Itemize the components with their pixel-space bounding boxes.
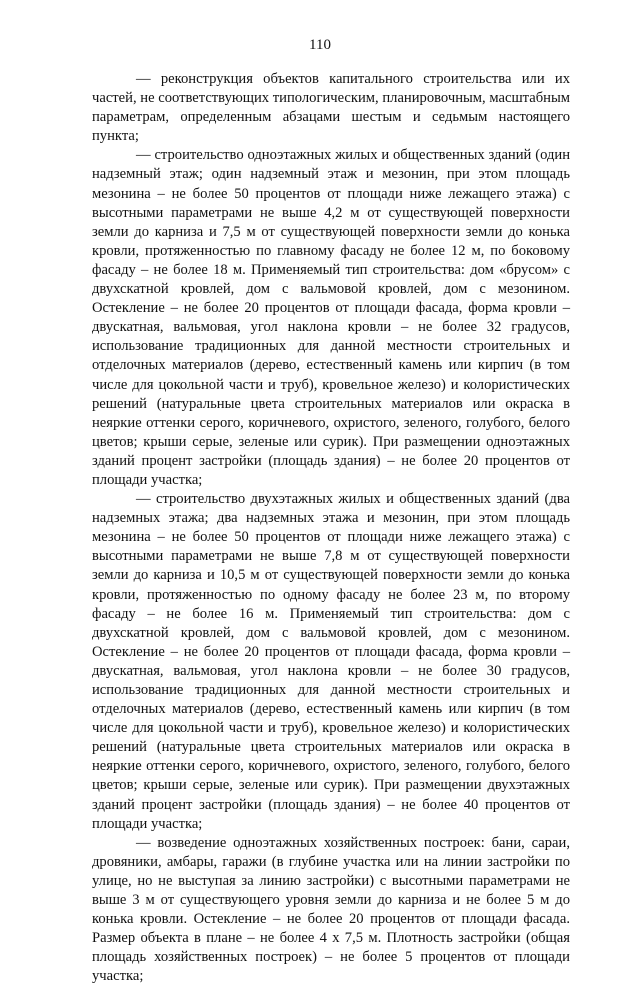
document-body bbox=[92, 70, 570, 987]
paragraph-one-storey-buildings: — строительство одноэтажных жилых и общественных зданий (один надземный этаж; один надземный этаж и мезонин, при этом площадь мезонина – не более 50 процентов от площади ниже лежащего этажа) с высотными параметрами не выше 4,2 м от существующей поверхности земли до карниза и 7,5 м от существующей поверхности земли до конька кровли, протяженностью по главному фасаду не более 12 м, по боковому фасаду – не более 18 м. Применяемый тип строительства: дом «брусом» с двухскатной кровлей, дом с вальмовой кровлей, дом с мезонином. Остекление – не более 20 процентов от площади фасада, форма кровли – двускатная, вальмовая, угол наклона кровли – не более 32 градусов, использование традиционных для данной местности строительных и отделочных материалов (дерево, естественный камень или кирпич (в том числе для цокольной части и труб), кровельное железо) и колористических решений (натуральные цвета строительных материалов или окраска в неяркие оттенки серого, коричневого, охристого, зеленого, голубого, белого цветов; крыши серые, зеленые или сурик). При размещении одноэтажных зданий процент застройки (площадь здания) – не более 20 процентов от площади участка; bbox=[92, 147, 570, 488]
paragraph-outbuildings: — возведение одноэтажных хозяйственных построек: бани, сараи, дровяники, амбары, гаражи (в глубине участка или на линии застройки по улице, но не выступая за линию застройки) с высотными параметрами не выше 3 м от существующего уровня земли до карниза и не более 5 м до конька кровли. Остекление – не более 20 процентов от площади фасада. Размер объекта в плане – не более 4 х 7,5 м. Плотность застройки (общая площадь хозяйственных построек) – не более 5 процентов от площади участка; bbox=[92, 834, 570, 985]
paragraph-two-storey-buildings: — строительство двухэтажных жилых и общественных зданий (два надземных этажа; два надземных этажа и мезонин, при этом площадь мезонина – не более 50 процентов от площади ниже лежащего этажа) с высотными параметрами не выше 7,8 м от существующей поверхности земли до карниза и 10,5 м от существующей поверхности земли до конька кровли, протяженностью по одному фасаду не более 23 м, по второму фасаду – не более 16 м. Применяемый тип строительства: дом с двухскатной кровлей, дом с вальмовой кровлей, дом с мезонином. Остекление – не более 20 процентов от площади фасада, форма кровли – двускатная, вальмовая, угол наклона кровли – не более 30 градусов, использование традиционных для данной местности строительных и отделочных материалов (дерево, естественный камень или кирпич (в том числе для цокольной части и труб), кровельное железо) и колористических решений (натуральные цвета строительных материалов или окраска в неяркие оттенки серого, коричневого, охристого, зеленого, голубого, белого цветов; крыши серые, зеленые или сурик). При размещении двухэтажных зданий процент застройки (площадь здания) – не более 40 процентов от площади участка; bbox=[92, 491, 570, 832]
page-number: 110 bbox=[309, 37, 331, 53]
paragraph-reconstruction: — реконструкция объектов капитального строительства или их частей, не соответствующих типологическим, планировочным, масштабным параметрам, определенным абзацами шестым и седьмым настоящего пункта; bbox=[92, 71, 570, 145]
